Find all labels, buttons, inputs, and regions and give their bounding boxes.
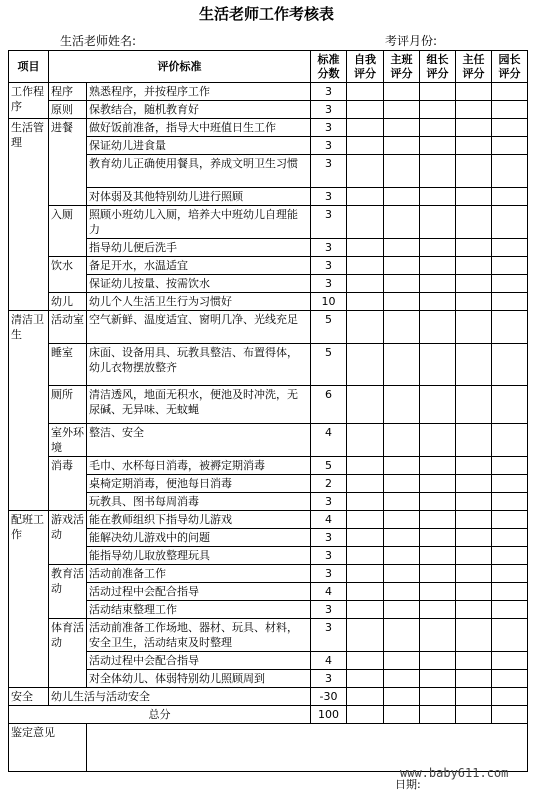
criteria-cell: 桌椅定期消毒，便池每日消毒 bbox=[87, 475, 311, 493]
director-score-cell[interactable] bbox=[456, 311, 492, 344]
class-teacher-score-cell[interactable] bbox=[384, 311, 420, 344]
standard-score-cell: 5 bbox=[311, 344, 347, 386]
group-leader-score-cell[interactable] bbox=[420, 239, 456, 257]
director-score-cell[interactable] bbox=[456, 670, 492, 688]
self-score-cell[interactable] bbox=[347, 206, 384, 239]
group-leader-score-cell[interactable] bbox=[420, 386, 456, 424]
subcat-activity-room: 活动室 bbox=[49, 311, 87, 344]
group-leader-score-cell[interactable] bbox=[420, 257, 456, 275]
group-leader-score-cell[interactable] bbox=[420, 188, 456, 206]
evaluation-table bbox=[8, 50, 528, 772]
principal-score-cell[interactable] bbox=[492, 565, 528, 583]
self-score-cell[interactable] bbox=[347, 583, 384, 601]
criteria-cell: 做好饭前准备，指导大中班值日生工作 bbox=[87, 119, 311, 137]
criteria-cell: 活动前准备工作 bbox=[87, 565, 311, 583]
table-row bbox=[9, 619, 528, 652]
standard-score-cell: 10 bbox=[311, 293, 347, 311]
subcat-young: 幼儿 bbox=[49, 293, 87, 311]
standard-score-cell: 3 bbox=[311, 565, 347, 583]
section-safety: 安全 bbox=[9, 688, 49, 706]
total-score-cell: 100 bbox=[311, 706, 347, 724]
standard-score-cell: 3 bbox=[311, 529, 347, 547]
table-row bbox=[9, 493, 528, 511]
self-score-cell[interactable] bbox=[347, 155, 384, 188]
table-row bbox=[9, 83, 528, 101]
director-score-cell[interactable] bbox=[456, 652, 492, 670]
director-score-cell[interactable] bbox=[456, 583, 492, 601]
class-teacher-score-cell[interactable] bbox=[384, 529, 420, 547]
date-label: 日期: bbox=[395, 778, 421, 791]
principal-total-cell[interactable] bbox=[492, 706, 528, 724]
class-teacher-score-cell[interactable] bbox=[384, 457, 420, 475]
class-teacher-score-cell[interactable] bbox=[384, 652, 420, 670]
director-score-cell[interactable] bbox=[456, 206, 492, 239]
group-leader-score-cell[interactable] bbox=[420, 652, 456, 670]
criteria-cell: 对体弱及其他特别幼儿进行照顾 bbox=[87, 188, 311, 206]
self-total-cell[interactable] bbox=[347, 706, 384, 724]
director-score-cell[interactable] bbox=[456, 547, 492, 565]
principal-score-cell[interactable] bbox=[492, 652, 528, 670]
criteria-cell: 对全体幼儿、体弱特别幼儿照顾周到 bbox=[87, 670, 311, 688]
class-teacher-score-cell[interactable] bbox=[384, 155, 420, 188]
director-score-cell[interactable] bbox=[456, 275, 492, 293]
criteria-cell: 指导幼儿便后洗手 bbox=[87, 239, 311, 257]
standard-score-cell: 5 bbox=[311, 311, 347, 344]
principal-score-cell[interactable] bbox=[492, 257, 528, 275]
class-teacher-score-cell[interactable] bbox=[384, 386, 420, 424]
standard-score-cell: -30 bbox=[311, 688, 347, 706]
table-row bbox=[9, 257, 528, 275]
table-row bbox=[9, 511, 528, 529]
director-score-cell[interactable] bbox=[456, 239, 492, 257]
self-score-cell[interactable] bbox=[347, 511, 384, 529]
standard-score-cell: 3 bbox=[311, 493, 347, 511]
class-teacher-score-cell[interactable] bbox=[384, 275, 420, 293]
self-score-cell[interactable] bbox=[347, 475, 384, 493]
self-score-cell[interactable] bbox=[347, 547, 384, 565]
subcat-education: 教育活动 bbox=[49, 565, 87, 619]
principal-score-cell[interactable] bbox=[492, 293, 528, 311]
criteria-cell: 照顾小班幼儿入厕，培养大中班幼儿自理能力 bbox=[87, 206, 311, 239]
group-leader-score-cell[interactable] bbox=[420, 565, 456, 583]
table-row bbox=[9, 311, 528, 344]
standard-score-cell: 3 bbox=[311, 119, 347, 137]
table-row bbox=[9, 475, 528, 493]
group-leader-score-cell[interactable] bbox=[420, 583, 456, 601]
group-leader-score-cell[interactable] bbox=[420, 293, 456, 311]
standard-score-cell: 3 bbox=[311, 547, 347, 565]
criteria-cell: 活动结束整理工作 bbox=[87, 601, 311, 619]
criteria-cell: 能指导幼儿取放整理玩具 bbox=[87, 547, 311, 565]
standard-score-cell: 3 bbox=[311, 206, 347, 239]
criteria-cell: 幼儿个人生活卫生行为习惯好 bbox=[87, 293, 311, 311]
principal-score-cell[interactable] bbox=[492, 583, 528, 601]
director-score-cell[interactable] bbox=[456, 293, 492, 311]
table-row bbox=[9, 652, 528, 670]
class-teacher-score-cell[interactable] bbox=[384, 119, 420, 137]
subcat-bedroom: 睡室 bbox=[49, 344, 87, 386]
table-row bbox=[9, 155, 528, 188]
class-teacher-score-cell[interactable] bbox=[384, 101, 420, 119]
principal-score-cell[interactable] bbox=[492, 670, 528, 688]
class-teacher-score-cell[interactable] bbox=[384, 424, 420, 457]
director-score-cell[interactable] bbox=[456, 601, 492, 619]
group-leader-score-cell[interactable] bbox=[420, 457, 456, 475]
principal-score-cell[interactable] bbox=[492, 619, 528, 652]
section-class-work: 配班工作 bbox=[9, 511, 49, 688]
principal-score-cell[interactable] bbox=[492, 424, 528, 457]
subcat-sports: 体育活动 bbox=[49, 619, 87, 688]
standard-score-cell: 3 bbox=[311, 601, 347, 619]
director-total-cell[interactable] bbox=[456, 706, 492, 724]
director-score-cell[interactable] bbox=[456, 101, 492, 119]
group-leader-score-cell[interactable] bbox=[420, 619, 456, 652]
criteria-cell: 空气新鲜、温度适宜、窗明几净、光线充足 bbox=[87, 311, 311, 344]
class-teacher-score-cell[interactable] bbox=[384, 601, 420, 619]
table-row bbox=[9, 565, 528, 583]
table-row-total bbox=[9, 706, 528, 724]
standard-score-cell: 4 bbox=[311, 424, 347, 457]
principal-score-cell[interactable] bbox=[492, 83, 528, 101]
self-score-cell[interactable] bbox=[347, 670, 384, 688]
self-score-cell[interactable] bbox=[347, 83, 384, 101]
subcat-water: 饮水 bbox=[49, 257, 87, 293]
class-teacher-score-cell[interactable] bbox=[384, 239, 420, 257]
table-row bbox=[9, 275, 528, 293]
director-score-cell[interactable] bbox=[456, 155, 492, 188]
principal-score-cell[interactable] bbox=[492, 155, 528, 188]
standard-score-cell: 3 bbox=[311, 188, 347, 206]
director-score-cell[interactable] bbox=[456, 688, 492, 706]
director-score-cell[interactable] bbox=[456, 424, 492, 457]
class-teacher-score-cell[interactable] bbox=[384, 670, 420, 688]
principal-score-cell[interactable] bbox=[492, 511, 528, 529]
group-leader-score-cell[interactable] bbox=[420, 206, 456, 239]
standard-score-cell: 4 bbox=[311, 583, 347, 601]
group-leader-total-cell[interactable] bbox=[420, 706, 456, 724]
standard-score-cell: 2 bbox=[311, 475, 347, 493]
director-score-cell[interactable] bbox=[456, 257, 492, 275]
opinion-cell[interactable] bbox=[87, 724, 528, 772]
table-row bbox=[9, 583, 528, 601]
class-teacher-total-cell[interactable] bbox=[384, 706, 420, 724]
principal-score-cell[interactable] bbox=[492, 206, 528, 239]
group-leader-score-cell[interactable] bbox=[420, 601, 456, 619]
principal-score-cell[interactable] bbox=[492, 344, 528, 386]
criteria-cell: 清洁透风，地面无积水，便池及时冲洗，无尿碱、无异味、无蚊蝇 bbox=[87, 386, 311, 424]
watermark: www.baby611.com bbox=[400, 766, 509, 780]
criteria-cell: 保教结合，随机教育好 bbox=[87, 101, 311, 119]
standard-score-cell: 3 bbox=[311, 275, 347, 293]
table-row bbox=[9, 119, 528, 137]
director-score-cell[interactable] bbox=[456, 565, 492, 583]
principal-score-cell[interactable] bbox=[492, 688, 528, 706]
standard-score-cell: 3 bbox=[311, 155, 347, 188]
principal-score-cell[interactable] bbox=[492, 188, 528, 206]
principal-score-cell[interactable] bbox=[492, 386, 528, 424]
subcat-game: 游戏活动 bbox=[49, 511, 87, 565]
criteria-cell: 活动前准备工作场地、器材、玩具、材料，安全卫生，活动结束及时整理 bbox=[87, 619, 311, 652]
group-leader-score-cell[interactable] bbox=[420, 670, 456, 688]
group-leader-score-cell[interactable] bbox=[420, 137, 456, 155]
standard-score-cell: 4 bbox=[311, 652, 347, 670]
self-score-cell[interactable] bbox=[347, 493, 384, 511]
criteria-cell: 能在教师组织下指导幼儿游戏 bbox=[87, 511, 311, 529]
self-score-cell[interactable] bbox=[347, 565, 384, 583]
group-leader-score-cell[interactable] bbox=[420, 529, 456, 547]
header-item: 项目 bbox=[9, 51, 49, 83]
total-label: 总分 bbox=[9, 706, 311, 724]
class-teacher-score-cell[interactable] bbox=[384, 188, 420, 206]
table-row bbox=[9, 293, 528, 311]
self-score-cell[interactable] bbox=[347, 457, 384, 475]
class-teacher-score-cell[interactable] bbox=[384, 137, 420, 155]
principal-score-cell[interactable] bbox=[492, 457, 528, 475]
table-row bbox=[9, 529, 528, 547]
class-teacher-score-cell[interactable] bbox=[384, 344, 420, 386]
self-score-cell[interactable] bbox=[347, 257, 384, 275]
standard-score-cell: 3 bbox=[311, 239, 347, 257]
criteria-cell: 玩教具、图书每周消毒 bbox=[87, 493, 311, 511]
principal-score-cell[interactable] bbox=[492, 529, 528, 547]
self-score-cell[interactable] bbox=[347, 311, 384, 344]
criteria-cell: 活动过程中会配合指导 bbox=[87, 652, 311, 670]
principal-score-cell[interactable] bbox=[492, 119, 528, 137]
table-row-opinion bbox=[9, 724, 528, 772]
table-row bbox=[9, 457, 528, 475]
class-teacher-score-cell[interactable] bbox=[384, 547, 420, 565]
class-teacher-score-cell[interactable] bbox=[384, 83, 420, 101]
group-leader-score-cell[interactable] bbox=[420, 101, 456, 119]
director-score-cell[interactable] bbox=[456, 386, 492, 424]
criteria-cell: 保证幼儿进食量 bbox=[87, 137, 311, 155]
group-leader-score-cell[interactable] bbox=[420, 688, 456, 706]
self-score-cell[interactable] bbox=[347, 344, 384, 386]
class-teacher-score-cell[interactable] bbox=[384, 583, 420, 601]
class-teacher-score-cell[interactable] bbox=[384, 257, 420, 275]
principal-score-cell[interactable] bbox=[492, 239, 528, 257]
self-score-cell[interactable] bbox=[347, 293, 384, 311]
table-row bbox=[9, 386, 528, 424]
table-row bbox=[9, 101, 528, 119]
table-row bbox=[9, 547, 528, 565]
evaluation-month-label: 考评月份: bbox=[385, 34, 438, 48]
standard-score-cell: 3 bbox=[311, 137, 347, 155]
criteria-cell: 教育幼儿正确使用餐具，养成文明卫生习惯 bbox=[87, 155, 311, 188]
header-group-leader-score: 组长评分 bbox=[420, 51, 456, 83]
group-leader-score-cell[interactable] bbox=[420, 424, 456, 457]
group-leader-score-cell[interactable] bbox=[420, 119, 456, 137]
standard-score-cell: 3 bbox=[311, 257, 347, 275]
group-leader-score-cell[interactable] bbox=[420, 475, 456, 493]
group-leader-score-cell[interactable] bbox=[420, 344, 456, 386]
header-class-teacher-score: 主班评分 bbox=[384, 51, 420, 83]
class-teacher-score-cell[interactable] bbox=[384, 619, 420, 652]
director-score-cell[interactable] bbox=[456, 83, 492, 101]
director-score-cell[interactable] bbox=[456, 493, 492, 511]
class-teacher-score-cell[interactable] bbox=[384, 206, 420, 239]
self-score-cell[interactable] bbox=[347, 119, 384, 137]
principal-score-cell[interactable] bbox=[492, 493, 528, 511]
header-criteria: 评价标准 bbox=[49, 51, 311, 83]
principal-score-cell[interactable] bbox=[492, 475, 528, 493]
group-leader-score-cell[interactable] bbox=[420, 493, 456, 511]
self-score-cell[interactable] bbox=[347, 188, 384, 206]
director-score-cell[interactable] bbox=[456, 475, 492, 493]
group-leader-score-cell[interactable] bbox=[420, 275, 456, 293]
table-row bbox=[9, 188, 528, 206]
section-work-program: 工作程序 bbox=[9, 83, 49, 119]
group-leader-score-cell[interactable] bbox=[420, 83, 456, 101]
section-cleaning: 清洁卫生 bbox=[9, 311, 49, 511]
header-director-score: 主任评分 bbox=[456, 51, 492, 83]
director-score-cell[interactable] bbox=[456, 119, 492, 137]
self-score-cell[interactable] bbox=[347, 386, 384, 424]
self-score-cell[interactable] bbox=[347, 424, 384, 457]
header-principal-score: 园长评分 bbox=[492, 51, 528, 83]
standard-score-cell: 5 bbox=[311, 457, 347, 475]
self-score-cell[interactable] bbox=[347, 275, 384, 293]
principal-score-cell[interactable] bbox=[492, 101, 528, 119]
header-self-score: 自我评分 bbox=[347, 51, 384, 83]
table-row bbox=[9, 239, 528, 257]
self-score-cell[interactable] bbox=[347, 101, 384, 119]
table-row bbox=[9, 424, 528, 457]
class-teacher-score-cell[interactable] bbox=[384, 688, 420, 706]
class-teacher-score-cell[interactable] bbox=[384, 511, 420, 529]
table-row bbox=[9, 670, 528, 688]
class-teacher-score-cell[interactable] bbox=[384, 293, 420, 311]
criteria-cell: 毛巾、水杯每日消毒，被褥定期消毒 bbox=[87, 457, 311, 475]
page-title: 生活老师工作考核表 bbox=[198, 5, 334, 23]
self-score-cell[interactable] bbox=[347, 688, 384, 706]
class-teacher-score-cell[interactable] bbox=[384, 475, 420, 493]
teacher-name-label: 生活老师姓名: bbox=[60, 34, 137, 48]
principal-score-cell[interactable] bbox=[492, 311, 528, 344]
criteria-cell: 幼儿生活与活动安全 bbox=[49, 688, 311, 706]
director-score-cell[interactable] bbox=[456, 511, 492, 529]
subcat-dining: 进餐 bbox=[49, 119, 87, 206]
group-leader-score-cell[interactable] bbox=[420, 155, 456, 188]
group-leader-score-cell[interactable] bbox=[420, 511, 456, 529]
criteria-cell: 床面、设备用具、玩教具整洁、布置得体，幼儿衣物摆放整齐 bbox=[87, 344, 311, 386]
director-score-cell[interactable] bbox=[456, 457, 492, 475]
standard-score-cell: 3 bbox=[311, 101, 347, 119]
self-score-cell[interactable] bbox=[347, 652, 384, 670]
table-row bbox=[9, 344, 528, 386]
self-score-cell[interactable] bbox=[347, 619, 384, 652]
group-leader-score-cell[interactable] bbox=[420, 547, 456, 565]
principal-score-cell[interactable] bbox=[492, 601, 528, 619]
table-row bbox=[9, 601, 528, 619]
criteria-cell: 备足开水，水温适宜 bbox=[87, 257, 311, 275]
header-standard-score: 标准分数 bbox=[311, 51, 347, 83]
table-row-safety bbox=[9, 688, 528, 706]
subcat-disinfect: 消毒 bbox=[49, 457, 87, 511]
director-score-cell[interactable] bbox=[456, 344, 492, 386]
criteria-cell: 保证幼儿按量、按需饮水 bbox=[87, 275, 311, 293]
subcat-toilet: 入厕 bbox=[49, 206, 87, 257]
director-score-cell[interactable] bbox=[456, 529, 492, 547]
table-row bbox=[9, 206, 528, 239]
subcat-principle: 原则 bbox=[49, 101, 87, 119]
director-score-cell[interactable] bbox=[456, 188, 492, 206]
principal-score-cell[interactable] bbox=[492, 275, 528, 293]
principal-score-cell[interactable] bbox=[492, 137, 528, 155]
self-score-cell[interactable] bbox=[347, 137, 384, 155]
subcat-washroom: 厕所 bbox=[49, 386, 87, 424]
subcat-outdoor: 室外环境 bbox=[49, 424, 87, 457]
class-teacher-score-cell[interactable] bbox=[384, 565, 420, 583]
standard-score-cell: 6 bbox=[311, 386, 347, 424]
section-life-management: 生活管理 bbox=[9, 119, 49, 311]
class-teacher-score-cell[interactable] bbox=[384, 493, 420, 511]
self-score-cell[interactable] bbox=[347, 239, 384, 257]
subcat-program: 程序 bbox=[49, 83, 87, 101]
group-leader-score-cell[interactable] bbox=[420, 311, 456, 344]
table-row bbox=[9, 137, 528, 155]
standard-score-cell: 3 bbox=[311, 619, 347, 652]
self-score-cell[interactable] bbox=[347, 601, 384, 619]
director-score-cell[interactable] bbox=[456, 137, 492, 155]
self-score-cell[interactable] bbox=[347, 529, 384, 547]
criteria-cell: 活动过程中会配合指导 bbox=[87, 583, 311, 601]
standard-score-cell: 3 bbox=[311, 83, 347, 101]
criteria-cell: 熟悉程序，并按程序工作 bbox=[87, 83, 311, 101]
criteria-cell: 能解决幼儿游戏中的问题 bbox=[87, 529, 311, 547]
standard-score-cell: 4 bbox=[311, 511, 347, 529]
director-score-cell[interactable] bbox=[456, 619, 492, 652]
criteria-cell: 整洁、安全 bbox=[87, 424, 311, 457]
principal-score-cell[interactable] bbox=[492, 547, 528, 565]
standard-score-cell: 3 bbox=[311, 670, 347, 688]
opinion-label: 鉴定意见 bbox=[9, 724, 87, 772]
